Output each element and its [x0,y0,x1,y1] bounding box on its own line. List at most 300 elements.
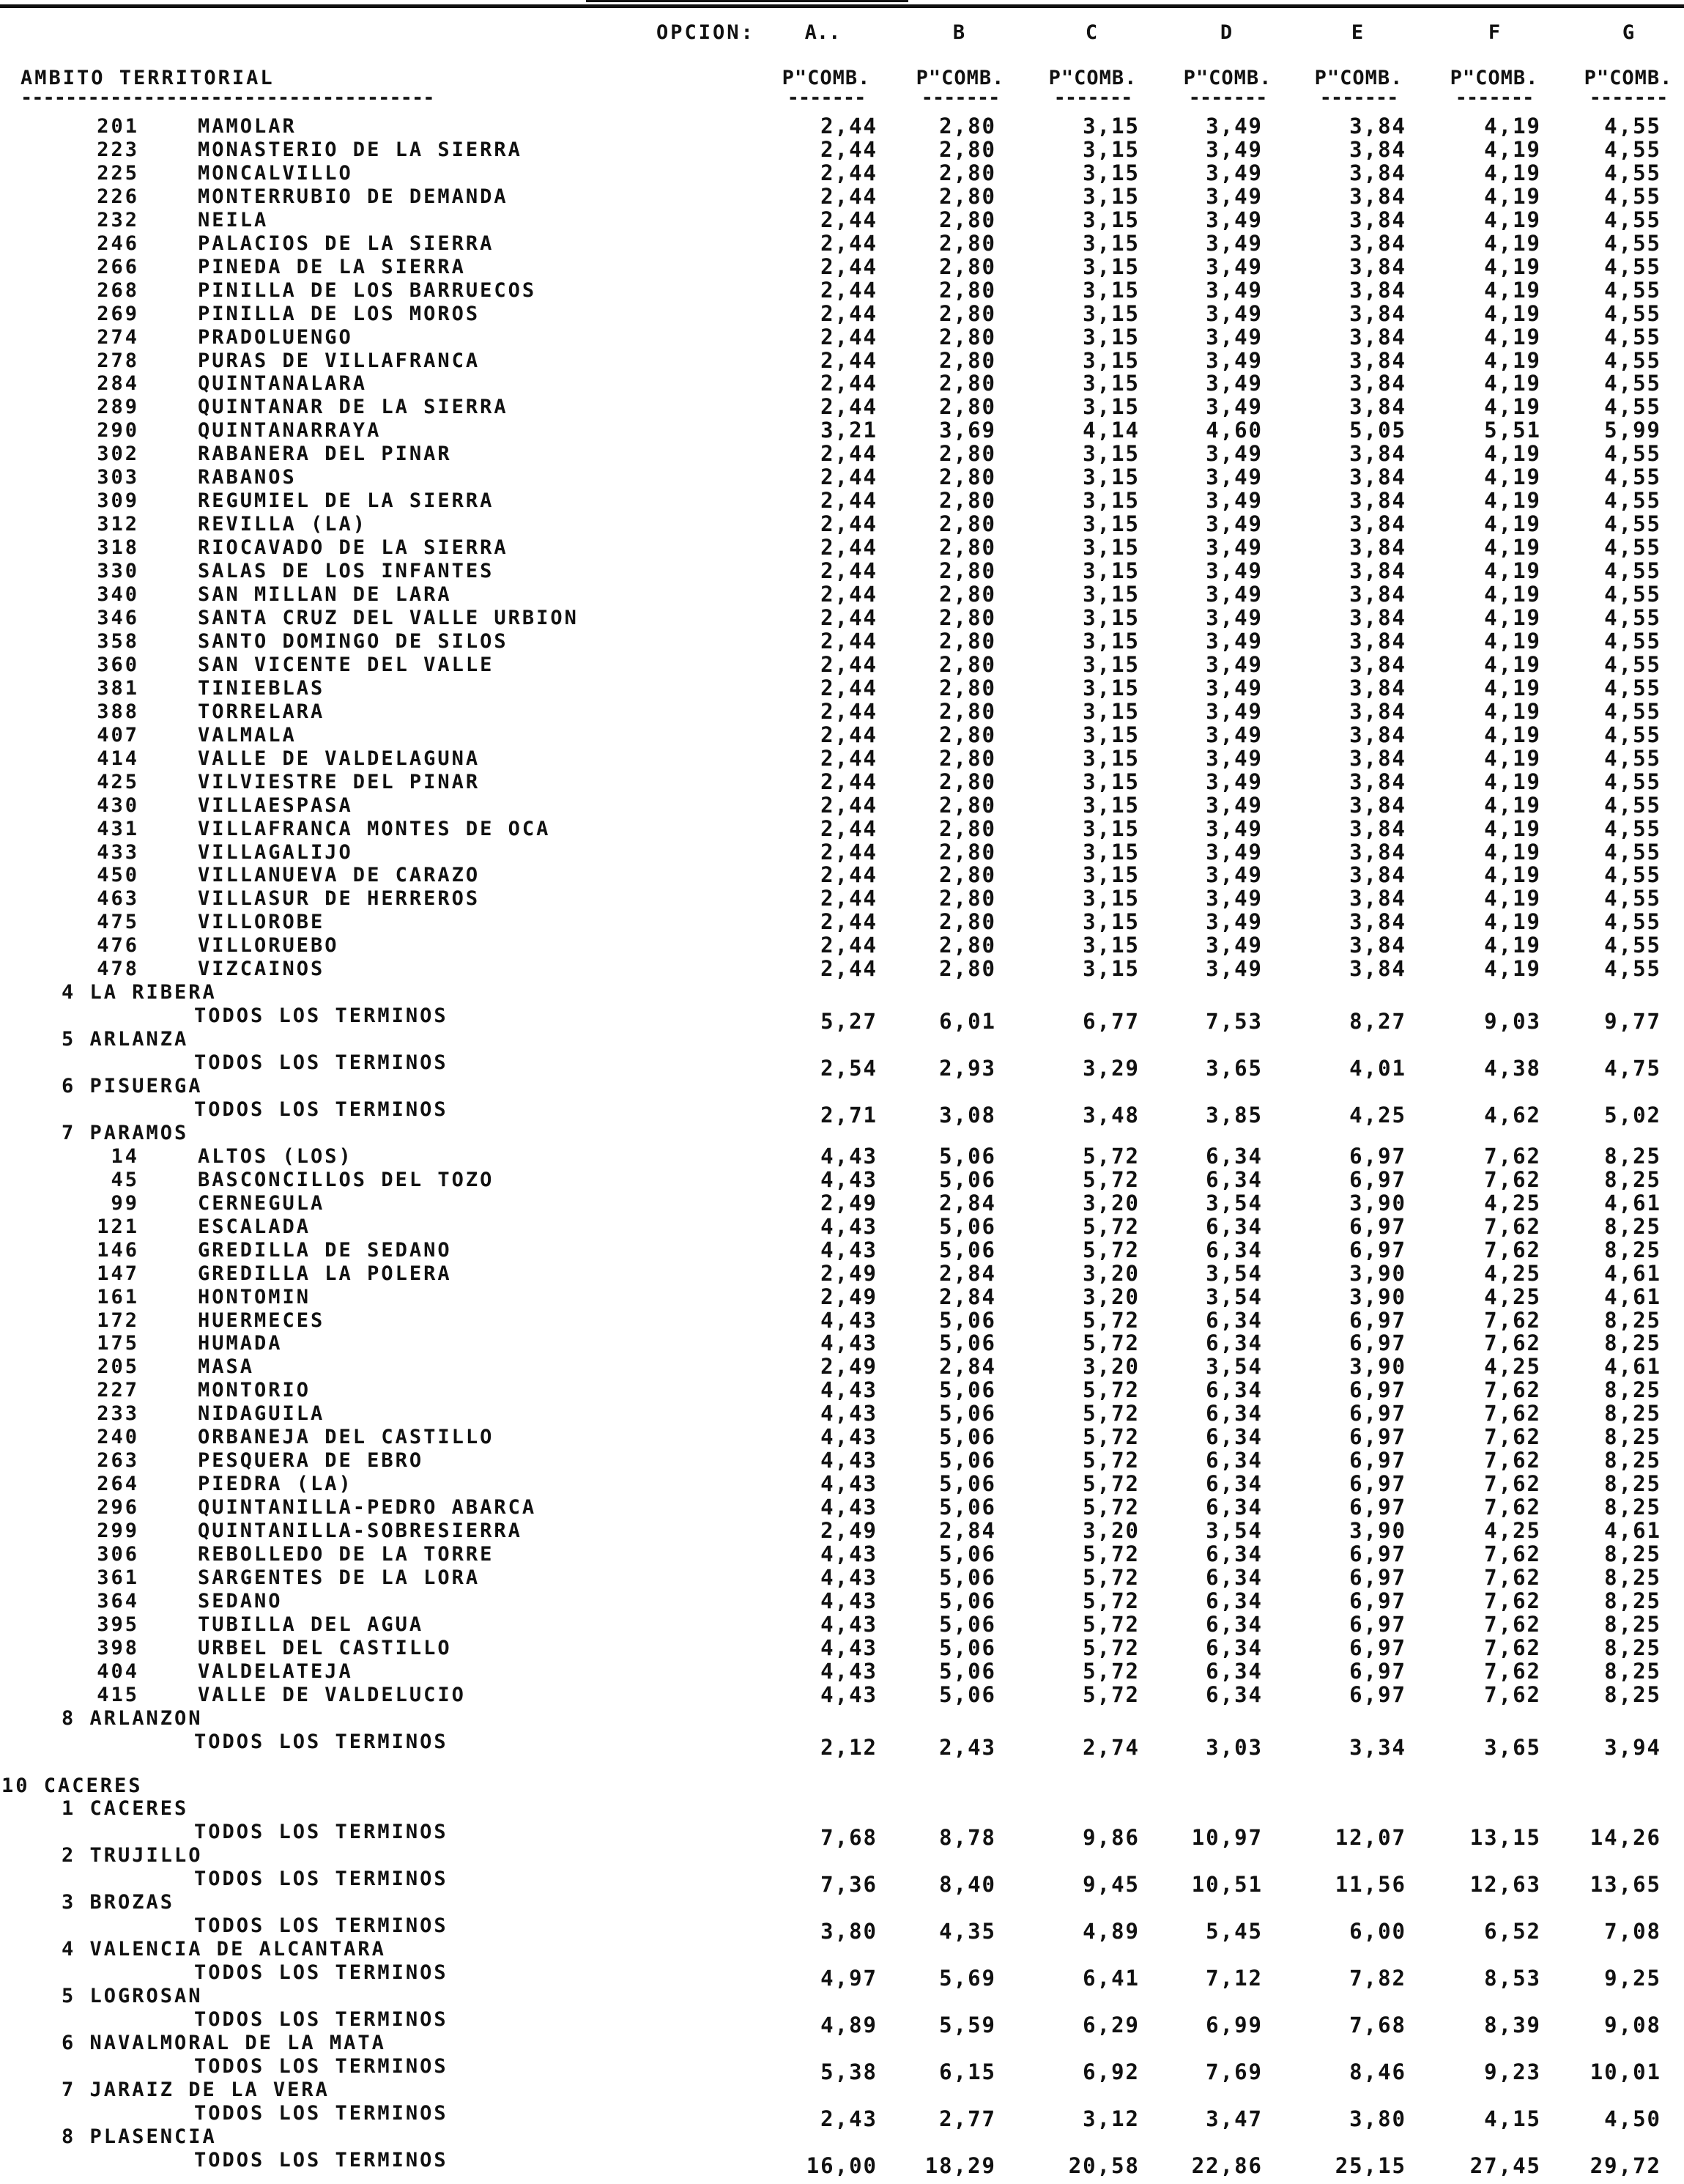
value-option-a: 3,21 [820,418,878,443]
value-option-b: 5,06 [939,1213,996,1239]
municipality-name: MAMOLAR [198,115,297,138]
value-option-b: 3,69 [939,418,996,443]
table-row [0,1660,1684,1684]
value-option-d: 10,97 [1191,1825,1263,1851]
municipality-code: 478 [97,958,139,981]
value-option-c: 3,20 [1083,1284,1140,1309]
value-option-g: 9,25 [1604,1966,1661,1991]
municipality-code: 264 [97,1473,139,1496]
col-underline-c: ------- [1053,86,1132,109]
value-option-f: 4,19 [1484,371,1541,396]
table-row [0,466,1684,489]
value-option-c: 3,15 [1083,792,1140,818]
value-option-g: 4,61 [1604,1518,1661,1543]
table-row [0,138,1684,162]
value-option-a: 16,00 [806,2152,878,2178]
value-option-d: 3,49 [1206,347,1263,373]
municipality-name: CERNEGULA [198,1191,325,1215]
value-option-c: 5,72 [1083,1658,1140,1684]
value-option-e: 3,90 [1349,1260,1406,1286]
value-option-e: 6,97 [1349,1424,1406,1450]
value-option-d: 3,85 [1206,1102,1263,1128]
value-option-b: 2,80 [939,207,996,232]
value-option-f: 4,19 [1484,324,1541,349]
value-option-e: 7,82 [1349,1966,1406,1991]
municipality-code: 99 [111,1191,139,1215]
value-option-d: 3,47 [1206,2106,1263,2131]
value-option-b: 5,06 [939,1307,996,1333]
municipality-code: 284 [97,372,139,396]
value-option-b: 5,06 [939,1143,996,1169]
value-option-c: 3,15 [1083,745,1140,771]
municipality-name: SEDANO [198,1589,283,1613]
value-option-b: 5,69 [939,1966,996,1991]
value-option-a: 2,44 [820,956,878,982]
value-option-d: 3,49 [1206,651,1263,677]
todos-label: TODOS LOS TERMINOS [194,2148,448,2172]
municipality-code: 299 [97,1519,139,1542]
table-row [0,2101,1684,2131]
value-option-g: 13,65 [1590,1872,1661,1898]
value-option-g: 4,55 [1604,933,1661,958]
value-option-e: 6,97 [1349,1658,1406,1684]
value-option-g: 4,55 [1604,745,1661,771]
municipality-name: MASA [198,1355,255,1379]
value-option-c: 3,15 [1083,956,1140,982]
municipality-name: RABANOS [198,466,297,489]
table-row [0,326,1684,349]
value-option-c: 3,15 [1083,722,1140,747]
value-option-f: 4,19 [1484,815,1541,841]
table-row [0,630,1684,654]
table-row [0,489,1684,513]
value-option-b: 2,80 [939,745,996,771]
table-row [0,1821,1684,1851]
province-heading: 10 CACERES [1,1774,143,1797]
value-option-b: 2,80 [939,933,996,958]
value-option-b: 2,80 [939,698,996,724]
value-option-a: 2,49 [820,1518,878,1543]
todos-label: TODOS LOS TERMINOS [194,1961,448,1985]
municipality-name: URBEL DEL CASTILLO [198,1636,452,1659]
value-option-e: 3,84 [1349,815,1406,841]
value-option-c: 9,45 [1083,1872,1140,1898]
value-option-g: 4,55 [1604,347,1661,373]
value-option-c: 3,12 [1083,2106,1140,2131]
value-option-a: 4,97 [820,1966,878,1991]
value-option-f: 7,62 [1484,1330,1541,1356]
value-option-b: 8,40 [939,1872,996,1898]
municipality-name: PRADOLUENGO [198,325,353,349]
value-option-b: 2,80 [939,464,996,490]
value-option-b: 2,80 [939,582,996,607]
comarca-heading: 4 LA RIBERA [62,981,217,1004]
value-option-e: 12,07 [1335,1825,1406,1851]
value-option-a: 7,36 [820,1872,878,1898]
value-option-g: 8,25 [1604,1330,1661,1356]
value-option-e: 3,84 [1349,160,1406,185]
value-option-c: 5,72 [1083,1237,1140,1262]
value-option-b: 2,84 [939,1354,996,1380]
value-option-a: 2,44 [820,464,878,490]
value-option-b: 5,06 [939,1330,996,1356]
value-option-c: 6,41 [1083,1966,1140,1991]
value-option-c: 3,15 [1083,277,1140,303]
table-row [0,1914,1684,1944]
value-option-e: 3,84 [1349,230,1406,256]
value-option-f: 4,19 [1484,886,1541,911]
value-option-b: 2,80 [939,605,996,630]
value-option-c: 3,15 [1083,815,1140,841]
value-option-c: 6,29 [1083,2013,1140,2037]
value-option-a: 2,44 [820,815,878,841]
municipality-code: 232 [97,208,139,232]
municipality-code: 476 [97,934,139,958]
value-option-b: 5,06 [939,1635,996,1660]
table-row [0,279,1684,303]
value-option-a: 3,80 [820,1919,878,1944]
value-option-d: 3,54 [1206,1518,1263,1543]
table-row [0,1797,1684,1821]
value-option-f: 4,15 [1484,2106,1541,2131]
municipality-code: 360 [97,653,139,676]
ambito-territorial-header: AMBITO TERRITORIAL [21,67,275,89]
value-option-g: 8,25 [1604,1448,1661,1473]
value-option-c: 6,77 [1083,1009,1140,1034]
municipality-code: 346 [97,607,139,629]
table-row [0,747,1684,771]
value-option-b: 2,84 [939,1518,996,1543]
municipality-name: QUINTANAR DE LA SIERRA [198,396,508,419]
municipality-name: MONCALVILLO [198,161,353,185]
value-option-f: 4,19 [1484,769,1541,794]
value-option-a: 2,44 [820,511,878,537]
value-option-b: 2,80 [939,441,996,467]
value-option-b: 2,80 [939,722,996,747]
municipality-name: HUERMECES [198,1308,325,1332]
value-option-f: 4,38 [1484,1056,1541,1081]
value-option-c: 3,15 [1083,371,1140,396]
municipality-name: HONTOMIN [198,1285,311,1308]
value-option-f: 4,19 [1484,441,1541,467]
municipality-code: 404 [97,1659,139,1683]
value-option-b: 2,93 [939,1056,996,1081]
value-option-c: 4,14 [1083,418,1140,443]
value-option-a: 4,43 [820,1611,878,1637]
value-option-g: 4,55 [1604,183,1661,209]
value-option-d: 3,49 [1206,441,1263,467]
value-option-b: 2,84 [939,1260,996,1286]
municipality-name: VILLAGALIJO [198,840,353,864]
col-header-e: P"COMB. [1314,67,1403,89]
municipality-code: 364 [97,1589,139,1613]
value-option-d: 3,49 [1206,909,1263,935]
value-option-d: 3,49 [1206,511,1263,537]
value-option-f: 4,19 [1484,628,1541,654]
table-row [0,1613,1684,1637]
value-option-d: 10,51 [1191,1872,1263,1898]
municipality-code: 289 [97,396,139,419]
value-option-b: 2,80 [939,371,996,396]
value-option-e: 3,80 [1349,2106,1406,2131]
value-option-c: 3,20 [1083,1354,1140,1380]
municipality-name: VALMALA [198,723,297,747]
municipality-code: 263 [97,1449,139,1473]
value-option-e: 3,84 [1349,253,1406,279]
value-option-d: 6,34 [1206,1237,1263,1262]
value-option-c: 3,15 [1083,441,1140,467]
value-option-d: 6,34 [1206,1471,1263,1497]
value-option-g: 5,02 [1604,1102,1661,1128]
value-option-e: 5,05 [1349,418,1406,443]
value-option-a: 2,44 [820,769,878,794]
value-option-f: 4,19 [1484,535,1541,560]
table-row [0,700,1684,724]
municipality-name: RABANERA DEL PINAR [198,443,452,466]
municipality-code: 223 [97,138,139,161]
value-option-e: 8,27 [1349,1009,1406,1034]
table-row [0,115,1684,138]
table-row [0,209,1684,232]
value-option-g: 4,75 [1604,1056,1661,1081]
value-option-e: 3,84 [1349,277,1406,303]
comarca-heading: 5 LOGROSAN [62,1985,203,2007]
value-option-a: 2,44 [820,651,878,677]
table-row [0,1166,1684,1192]
value-option-g: 4,61 [1604,1354,1661,1380]
value-option-f: 4,19 [1484,933,1541,958]
table-row [0,1543,1684,1566]
value-option-e: 3,90 [1349,1284,1406,1309]
value-option-d: 6,34 [1206,1307,1263,1333]
table-row [0,1590,1684,1613]
table-row [0,1519,1684,1543]
value-option-f: 3,65 [1484,1734,1541,1760]
value-option-b: 5,59 [939,2013,996,2037]
value-option-g: 8,25 [1604,1377,1661,1403]
value-option-g: 4,55 [1604,535,1661,560]
municipality-name: SAN MILLAN DE LARA [198,583,452,606]
municipality-code: 225 [97,161,139,185]
value-option-d: 3,54 [1206,1260,1263,1286]
value-option-g: 4,55 [1604,675,1661,700]
table-row [0,560,1684,583]
value-option-g: 4,55 [1604,558,1661,584]
value-option-f: 4,19 [1484,675,1541,700]
value-option-f: 7,62 [1484,1658,1541,1684]
value-option-a: 4,43 [820,1237,878,1262]
municipality-code: 205 [97,1355,139,1379]
value-option-d: 7,69 [1206,2059,1263,2084]
value-option-b: 6,15 [939,2059,996,2084]
table-row [0,1891,1684,1914]
municipality-code: 425 [97,770,139,793]
municipality-name: ALTOS (LOS) [198,1144,353,1168]
value-option-d: 3,49 [1206,488,1263,514]
table-row [0,2054,1684,2084]
value-option-d: 3,49 [1206,535,1263,560]
value-option-c: 20,58 [1068,2152,1140,2178]
municipality-code: 381 [97,676,139,700]
value-option-a: 2,44 [820,394,878,420]
value-option-a: 4,43 [820,1635,878,1660]
value-option-f: 4,19 [1484,582,1541,607]
value-option-a: 2,44 [820,675,878,700]
municipality-name: REBOLLEDO DE LA TORRE [198,1543,494,1566]
table-row [0,887,1684,911]
value-option-f: 4,19 [1484,745,1541,771]
value-option-f: 4,25 [1484,1354,1541,1380]
comarca-heading: 3 BROZAS [62,1891,175,1914]
comarca-heading: 8 ARLANZON [62,1706,203,1730]
value-option-e: 6,97 [1349,1681,1406,1707]
value-option-f: 7,62 [1484,1307,1541,1333]
value-option-g: 8,25 [1604,1635,1661,1660]
value-option-f: 4,19 [1484,862,1541,888]
table-row [0,2125,1684,2149]
value-option-f: 7,62 [1484,1401,1541,1426]
table-row [0,1496,1684,1519]
value-option-g: 8,25 [1604,1471,1661,1497]
col-header-d: P"COMB. [1183,67,1272,89]
value-option-c: 3,48 [1083,1102,1140,1128]
value-option-f: 4,19 [1484,956,1541,982]
municipality-code: 312 [97,513,139,536]
value-option-g: 4,55 [1604,488,1661,514]
value-option-b: 2,77 [939,2106,996,2131]
value-option-e: 3,84 [1349,582,1406,607]
municipality-name: PINEDA DE LA SIERRA [198,255,466,278]
opcion-label: OPCION: [656,21,755,44]
table-row [0,1215,1684,1239]
municipality-code: 146 [97,1238,139,1262]
value-option-e: 3,34 [1349,1734,1406,1760]
value-option-d: 3,49 [1206,253,1263,279]
value-option-b: 5,06 [939,1377,996,1403]
value-option-c: 3,15 [1083,253,1140,279]
municipality-code: 330 [97,560,139,583]
value-option-f: 4,19 [1484,792,1541,818]
value-option-a: 7,68 [820,1825,878,1851]
value-option-g: 7,08 [1604,1919,1661,1944]
value-option-g: 8,25 [1604,1307,1661,1333]
value-option-e: 3,84 [1349,909,1406,935]
value-option-e: 6,97 [1349,1330,1406,1356]
value-option-f: 4,19 [1484,230,1541,256]
table-row [0,232,1684,256]
table-row [0,536,1684,560]
municipality-code: 268 [97,278,139,302]
value-option-c: 3,20 [1083,1260,1140,1286]
value-option-b: 2,80 [939,114,996,138]
value-option-d: 6,34 [1206,1143,1263,1169]
value-option-e: 6,97 [1349,1213,1406,1239]
municipality-name: SANTO DOMINGO DE SILOS [198,629,508,653]
value-option-e: 3,84 [1349,114,1406,138]
value-option-c: 9,86 [1083,1825,1140,1851]
value-option-b: 2,80 [939,651,996,677]
value-option-c: 3,15 [1083,628,1140,654]
table-row [0,2032,1684,2055]
value-option-g: 5,99 [1604,418,1661,443]
value-option-d: 3,49 [1206,745,1263,771]
municipality-name: RIOCAVADO DE LA SIERRA [198,536,508,560]
municipality-name: REVILLA (LA) [198,513,368,536]
municipality-code: 246 [97,232,139,255]
table-row [0,513,1684,536]
col-header-b: P"COMB. [916,67,1005,89]
value-option-c: 5,72 [1083,1611,1140,1637]
municipality-name: ESCALADA [198,1215,311,1238]
option-d: D [1220,21,1233,44]
value-option-c: 5,72 [1083,1681,1140,1707]
municipality-name: SARGENTES DE LA LORA [198,1566,481,1589]
option-f: F [1488,21,1501,44]
value-option-c: 6,92 [1083,2059,1140,2084]
value-option-d: 6,34 [1206,1658,1263,1684]
value-option-d: 6,34 [1206,1424,1263,1450]
municipality-name: GREDILLA LA POLERA [198,1262,452,1285]
table-row [0,2148,1684,2178]
value-option-g: 4,55 [1604,769,1661,794]
table-row [0,1355,1684,1379]
municipality-code: 296 [97,1496,139,1519]
value-option-g: 4,55 [1604,324,1661,349]
value-option-e: 3,84 [1349,183,1406,209]
value-option-g: 4,55 [1604,582,1661,607]
municipality-code: 306 [97,1543,139,1566]
value-option-c: 3,15 [1083,114,1140,138]
value-option-f: 4,19 [1484,511,1541,537]
municipality-code: 303 [97,466,139,489]
value-option-b: 2,80 [939,394,996,420]
value-option-e: 6,97 [1349,1588,1406,1613]
value-option-e: 3,84 [1349,605,1406,630]
value-option-g: 8,25 [1604,1237,1661,1262]
value-option-b: 5,06 [939,1588,996,1613]
todos-label: TODOS LOS TERMINOS [194,1730,448,1753]
value-option-g: 4,61 [1604,1190,1661,1215]
municipality-name: QUINTANARRAYA [198,419,382,443]
municipality-name: SALAS DE LOS INFANTES [198,560,494,583]
value-option-c: 3,15 [1083,136,1140,162]
value-option-e: 6,97 [1349,1143,1406,1169]
table-row [0,1379,1684,1402]
value-option-b: 3,08 [939,1102,996,1128]
value-option-f: 8,53 [1484,1966,1541,1991]
value-option-g: 4,55 [1604,698,1661,724]
value-option-g: 8,25 [1604,1143,1661,1169]
value-option-d: 3,49 [1206,698,1263,724]
value-option-e: 7,68 [1349,2013,1406,2037]
value-option-d: 3,49 [1206,722,1263,747]
value-option-f: 8,39 [1484,2013,1541,2037]
todos-label: TODOS LOS TERMINOS [194,2101,448,2125]
value-option-a: 2,44 [820,441,878,467]
value-option-d: 6,34 [1206,1588,1263,1613]
value-option-a: 2,44 [820,114,878,138]
value-option-b: 5,06 [939,1658,996,1684]
value-option-g: 4,55 [1604,886,1661,911]
table-row [0,396,1684,419]
value-option-f: 4,19 [1484,394,1541,420]
value-option-a: 4,43 [820,1681,878,1707]
municipality-code: 395 [97,1613,139,1636]
municipality-name: TINIEBLAS [198,676,325,700]
municipality-code: 226 [97,185,139,208]
value-option-a: 2,44 [820,230,878,256]
value-option-b: 2,80 [939,511,996,537]
